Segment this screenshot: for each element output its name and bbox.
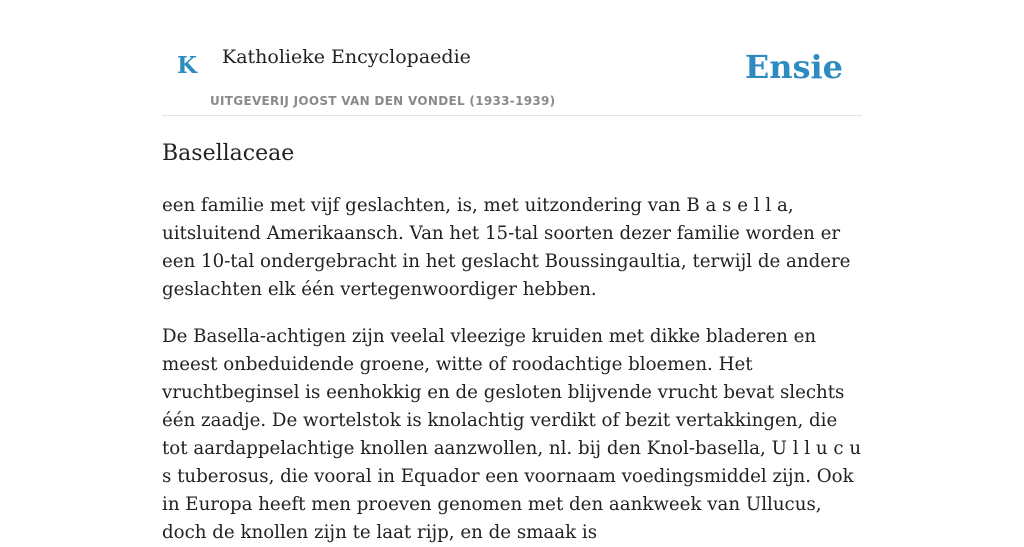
article-title: Basellaceae [162,141,295,166]
article-paragraph: De Basella-achtigen zijn veelal vleezige kruiden met dikke bladeren en meest onbeduidende groene, witte of roodachtige bloemen. Het vruchtbeginsel is eenhokkig en de gesloten blijvende vrucht bevat slechts één zaadje. De wortelstok is knolachtig verdikt of bezit vertakkingen, die tot aardappelachtige knollen aanzwollen, nl. bij den Knol-basella, U l l u c u s tuberosus, die vooral in Equador een voornaam voedingsmiddel zijn. Ook in Europa heeft men proeven genomen met den aankweek van Ullucus, doch de knollen zijn te laat rijp, en de smaak is [162,326,862,543]
article [162,138,862,547]
source-logo-icon[interactable]: K [177,52,197,79]
article-paragraph: een familie met vijf geslachten, is, met uitzondering van B a s e l l a, uitsluitend Amerikaansch. Van het 15-tal soorten dezer familie worden er een 10-tal ondergebracht in het geslacht Boussingaultia, terwijl de andere geslachten elk één vertegenwoordiger hebben. [162,195,851,300]
brand-logo[interactable]: Ensie [744,48,843,86]
publisher-label: UITGEVERIJ JOOST VAN DEN VONDEL (1933-1939) [210,94,556,108]
site-header [162,0,862,116]
source-title-link[interactable]: Katholieke Encyclopaedie [222,46,471,68]
